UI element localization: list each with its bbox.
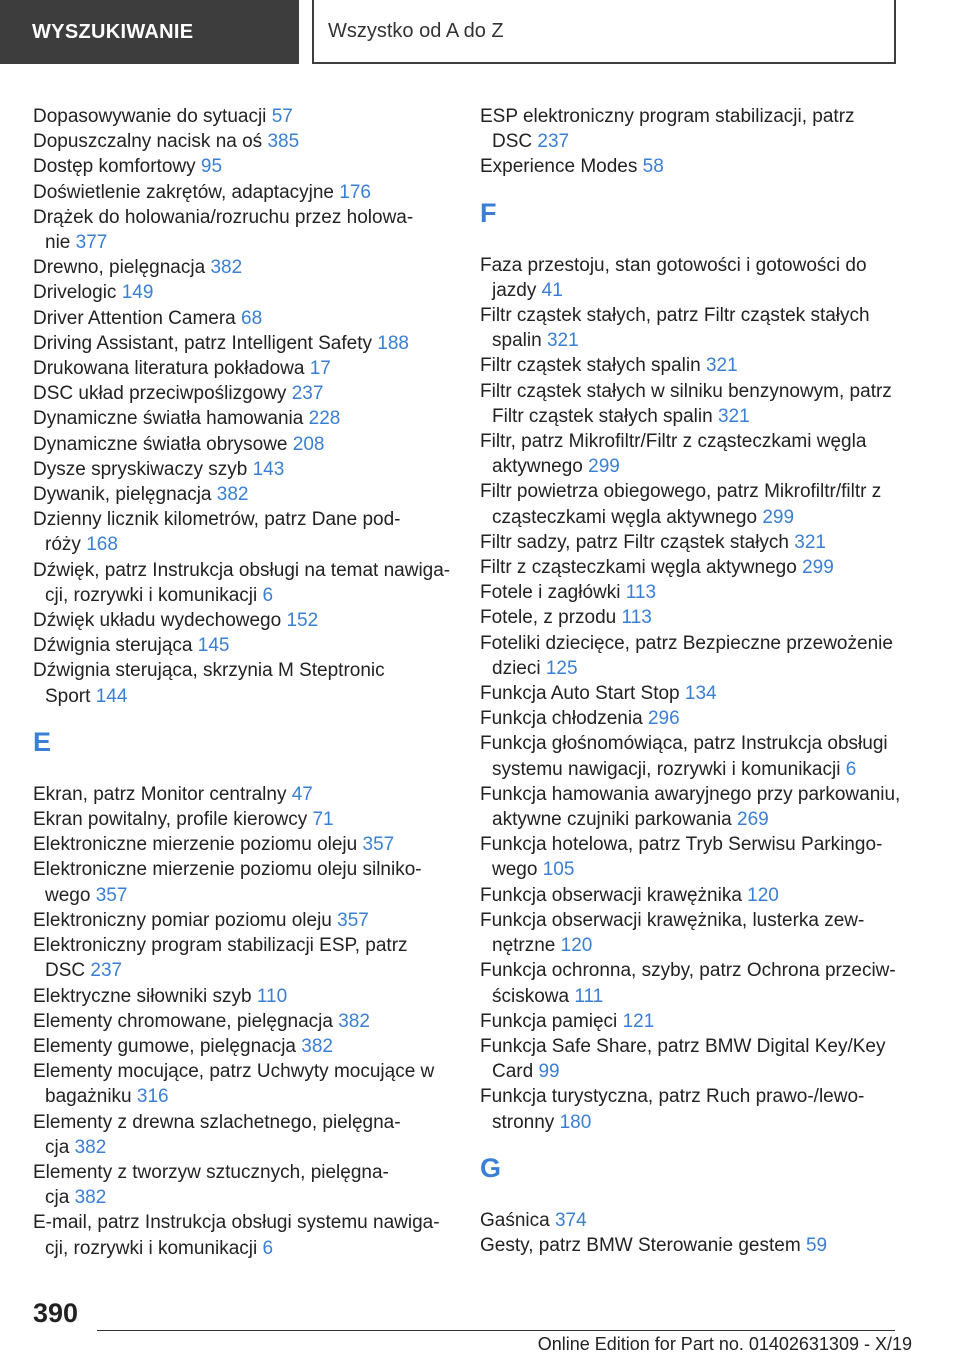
index-page-link[interactable]: 17: [309, 358, 331, 380]
index-entry: [480, 1009, 920, 1034]
index-entry: [33, 205, 453, 255]
index-column-left: [33, 104, 453, 1261]
index-entry: [33, 782, 453, 807]
index-entry-text: Faza przestoju, stan gotowości i gotowości do jazdy: [480, 254, 867, 301]
index-page-link[interactable]: 357: [337, 909, 369, 931]
index-entry-text: Funkcja hotelowa, patrz Tryb Serwisu Parkingo- wego: [480, 834, 883, 881]
index-entry: [480, 353, 920, 378]
index-entry-text: Elementy z drewna szlachetnego, pielęgna- cja: [33, 1111, 401, 1158]
index-entry-text: Funkcja Auto Start Stop: [480, 683, 680, 705]
index-entry-text: Funkcja chłodzenia: [480, 708, 643, 730]
index-page-link[interactable]: 321: [794, 531, 826, 553]
index-page-link[interactable]: 111: [574, 985, 604, 1007]
index-entry-text: Drukowana literatura pokładowa: [33, 358, 305, 380]
index-entry: [480, 958, 920, 1008]
index-entry-text: Filtr sadzy, patrz Filtr cząstek stałych: [480, 531, 789, 553]
index-entry-text: Dywanik, pielęgnacja: [33, 484, 212, 506]
index-entry: [33, 381, 453, 406]
index-page-link[interactable]: 121: [622, 1010, 655, 1032]
index-entry-text: Elektroniczny program stabilizacji ESP, patrz DSC: [33, 935, 408, 982]
index-page-link[interactable]: 382: [216, 484, 249, 506]
index-entry: [33, 104, 453, 129]
index-entry: [33, 331, 453, 356]
index-entry-text: E-mail, patrz Instrukcja obsługi systemu nawiga- cji, rozrywki i komunikacji: [33, 1212, 440, 1259]
index-page-link[interactable]: 237: [291, 383, 324, 405]
page-number: 390: [33, 1298, 79, 1328]
index-entry-text: Elementy z tworzyw sztucznych, pielęgna- cja: [33, 1161, 389, 1209]
index-entry: [33, 406, 453, 431]
index-entry: [480, 832, 920, 882]
index-page-link[interactable]: 71: [312, 809, 334, 831]
index-entry-text: Dzienny licznik kilometrów, patrz Dane pod- róży: [33, 509, 401, 556]
index-entry: [480, 580, 920, 605]
index-entry-text: Filtr powietrza obiegowego, patrz Mikrofiltr/filtr z cząsteczkami węgla aktywnego: [480, 481, 882, 528]
index-entry-text: Fotele i zagłówki: [480, 582, 621, 604]
index-page-link[interactable]: 316: [136, 1086, 169, 1108]
index-page-link[interactable]: 47: [291, 783, 313, 805]
index-page-link[interactable]: 41: [541, 279, 563, 301]
index-entry: [480, 379, 920, 429]
index-entry-text: Doświetlenie zakrętów, adaptacyjne: [33, 181, 335, 203]
index-entry: [480, 631, 920, 681]
index-entry-text: Dynamiczne światła hamowania: [33, 408, 304, 430]
index-entry-text: Drivelogic: [33, 282, 117, 304]
header-section-label: WYSZUKIWANIE: [32, 20, 194, 43]
index-page-link[interactable]: 180: [559, 1111, 592, 1133]
index-entry: [33, 658, 453, 708]
index-entry-text: Dysze spryskiwaczy szyb: [33, 458, 248, 480]
index-entry: [33, 280, 453, 305]
index-entry: [33, 1059, 453, 1109]
index-page-link[interactable]: 143: [252, 458, 285, 480]
index-page-link[interactable]: 228: [308, 408, 341, 430]
footer-edition: Online Edition for Part no. 01402631309 - X/19: [537, 1334, 912, 1354]
index-page-link[interactable]: 95: [200, 156, 223, 178]
index-letter-heading: F: [480, 197, 497, 228]
index-entry: [480, 303, 920, 353]
index-entry-text: Experience Modes: [480, 156, 638, 178]
index-entry-text: Elementy chromowane, pielęgnacja: [33, 1010, 333, 1032]
index-entry: [33, 908, 453, 933]
index-entry-text: Dźwignia sterująca: [33, 635, 193, 657]
index-page-link[interactable]: 188: [377, 332, 409, 354]
index-entry: [480, 908, 920, 958]
index-letter-heading: G: [480, 1152, 502, 1183]
index-entry: [480, 1208, 920, 1233]
footer-divider: [97, 1330, 895, 1331]
index-entry: [480, 253, 920, 303]
index-entry: [480, 1233, 920, 1258]
index-entry: [480, 555, 920, 580]
index-entry-text: Filtr, patrz Mikrofiltr/Filtr z cząsteczkami węgla aktywnego: [480, 431, 867, 478]
index-entry-text: Filtr z cząsteczkami węgla aktywnego: [480, 557, 797, 579]
index-page-link[interactable]: 6: [262, 1237, 274, 1259]
index-entry: [480, 104, 920, 154]
index-entry-text: DSC układ przeciwpoślizgowy: [33, 383, 287, 405]
index-entry: [33, 432, 453, 457]
index-page-link[interactable]: 382: [74, 1136, 107, 1158]
index-page-link[interactable]: 374: [554, 1209, 587, 1231]
index-entry-text: Dźwięk układu wydechowego: [33, 610, 282, 632]
index-page-link[interactable]: 208: [292, 433, 325, 455]
index-entry-text: Funkcja pamięci: [480, 1010, 618, 1032]
index-page-link[interactable]: 357: [362, 834, 395, 856]
index-page-link[interactable]: 321: [717, 405, 750, 427]
index-entry: [33, 633, 453, 658]
index-entry: [33, 154, 453, 179]
index-entry-text: Drążek do holowania/rozruchu przez holowa- nie: [33, 206, 414, 254]
index-page-link[interactable]: 385: [267, 131, 300, 153]
index-entry: [33, 832, 453, 857]
index-entry-text: Funkcja obserwacji krawężnika, lusterka zew- nętrzne: [480, 909, 865, 957]
index-page-link[interactable]: 58: [642, 156, 664, 178]
index-entry-text: Elektroniczny pomiar poziomu oleju: [33, 909, 332, 931]
index-entry-text: Funkcja turystyczna, patrz Ruch prawo-/lewo- stronny: [480, 1086, 865, 1133]
index-entry-text: Filtr cząstek stałych spalin: [480, 355, 701, 377]
index-page-link[interactable]: 269: [737, 809, 769, 831]
index-entry-text: Elementy mocujące, patrz Uchwyty mocujące w bagażniku: [33, 1061, 435, 1108]
index-entry-text: Elektroniczne mierzenie poziomu oleju: [33, 834, 358, 856]
index-entry-text: ESP elektroniczny program stabilizacji, patrz DSC: [480, 106, 855, 153]
index-page-link[interactable]: 176: [339, 181, 371, 203]
index-page-link[interactable]: 299: [802, 557, 834, 579]
index-entry-text: Foteliki dziecięce, patrz Bezpieczne przewożenie dzieci: [480, 632, 893, 679]
index-page-link[interactable]: 57: [271, 106, 293, 127]
index-entry-text: Drewno, pielęgnacja: [33, 257, 206, 279]
index-page-link[interactable]: 382: [301, 1035, 333, 1057]
index-entry: [33, 1110, 453, 1160]
index-entry: [480, 883, 920, 908]
index-page-link[interactable]: 357: [95, 884, 128, 906]
index-entry: [33, 608, 453, 633]
index-entry: [33, 984, 453, 1009]
index-entry: [33, 558, 453, 608]
index-entry-text: Filtr cząstek stałych, patrz Filtr cząstek stałych spalin: [480, 305, 870, 352]
index-column-right: [480, 104, 920, 1258]
index-page-link[interactable]: 382: [74, 1187, 107, 1209]
index-entry-text: Ekran, patrz Monitor centralny: [33, 783, 287, 805]
index-page-link[interactable]: 382: [210, 257, 243, 279]
index-entry-text: Filtr cząstek stałych w silniku benzynowym, patrz Filtr cząstek stałych spalin: [480, 380, 892, 427]
index-entry-text: Ekran powitalny, profile kierowcy: [33, 809, 308, 831]
index-page-link[interactable]: 149: [121, 282, 154, 304]
index-entry: [480, 154, 920, 179]
index-entry: [480, 731, 920, 781]
index-entry-text: Dopasowywanie do sytuacji: [33, 106, 267, 127]
index-entry-text: Driving Assistant, patrz Intelligent Safety: [33, 332, 372, 354]
index-page-link[interactable]: 68: [241, 307, 263, 329]
index-page-link[interactable]: 237: [90, 960, 123, 982]
index-page-link[interactable]: 113: [621, 607, 652, 629]
index-entry: [480, 605, 920, 630]
index-entry: [33, 807, 453, 832]
index-page-link[interactable]: 321: [705, 355, 738, 377]
index-page-link[interactable]: 237: [537, 131, 570, 153]
index-page-link[interactable]: 296: [647, 708, 680, 730]
index-entry-text: Dopuszczalny nacisk na oś: [33, 131, 263, 153]
index-entry: [480, 1084, 920, 1134]
index-entry: [33, 255, 453, 280]
index-page-link[interactable]: 105: [542, 859, 575, 881]
index-entry-text: Funkcja obserwacji krawężnika: [480, 884, 742, 906]
index-entry-text: Elektryczne siłowniki szyb: [33, 985, 252, 1007]
index-entry: [33, 306, 453, 331]
index-page-link[interactable]: 134: [684, 683, 717, 705]
header-chapter-title: [312, 0, 896, 64]
index-page-link[interactable]: 113: [625, 582, 657, 604]
index-page-link[interactable]: 110: [256, 985, 288, 1007]
index-entry: [33, 482, 453, 507]
index-page-link[interactable]: 99: [538, 1061, 560, 1083]
index-page-link[interactable]: 59: [805, 1234, 828, 1256]
index-entry: [480, 479, 920, 529]
index-entry: [33, 933, 453, 983]
index-entry-text: Dźwięk, patrz Instrukcja obsługi na temat nawiga- cji, rozrywki i komunikacji: [33, 559, 451, 606]
index-page-link[interactable]: 321: [546, 330, 579, 352]
index-page-link[interactable]: 120: [560, 935, 593, 957]
index-page-link[interactable]: 144: [95, 685, 128, 707]
index-page-link[interactable]: 382: [338, 1010, 370, 1032]
index-page-link[interactable]: 299: [588, 456, 620, 478]
index-entry-text: Funkcja hamowania awaryjnego przy parkowaniu, aktywne czujniki parkowania: [480, 783, 901, 831]
index-entry: [33, 857, 453, 907]
index-entry: [33, 1009, 453, 1034]
index-entry: [33, 507, 453, 557]
index-entry: [33, 129, 453, 154]
index-page-link[interactable]: 120: [747, 884, 779, 906]
index-page-link[interactable]: 6: [262, 584, 274, 606]
index-entry-text: Driver Attention Camera: [33, 307, 236, 329]
index-entry: [480, 782, 920, 832]
index-entry: [33, 180, 453, 205]
index-entry: [33, 457, 453, 482]
index-entry: [480, 530, 920, 555]
index-entry-text: Dynamiczne światła obrysowe: [33, 433, 288, 455]
index-entry-text: Dźwignia sterująca, skrzynia M Steptronic Sport: [33, 660, 385, 707]
index-entry: [33, 356, 453, 381]
index-entry-text: Gaśnica: [480, 1209, 550, 1231]
index-entry-text: Fotele, z przodu: [480, 607, 617, 629]
index-page-link[interactable]: 6: [845, 758, 857, 780]
index-entry-text: Elektroniczne mierzenie poziomu oleju silniko- wego: [33, 859, 422, 906]
index-entry: [480, 681, 920, 706]
index-entry-text: Gesty, patrz BMW Sterowanie gestem: [480, 1234, 801, 1256]
index-entry: [33, 1034, 453, 1059]
index-page-link[interactable]: 299: [762, 506, 795, 528]
index-entry-text: Dostęp komfortowy: [33, 156, 196, 178]
index-entry-text: Funkcja głośnomówiąca, patrz Instrukcja obsługi systemu nawigacji, rozrywki i komunikacji: [480, 733, 888, 780]
index-page-link[interactable]: 152: [286, 610, 319, 632]
header-section-tab: [0, 0, 299, 64]
index-letter-heading: E: [33, 726, 52, 757]
index-page-link[interactable]: 377: [75, 232, 108, 254]
index-entry: [480, 429, 920, 479]
index-page-link[interactable]: 125: [545, 657, 578, 679]
index-entry: [33, 1160, 453, 1210]
index-entry: [480, 706, 920, 731]
index-entry: [480, 1034, 920, 1084]
index-entry-text: Funkcja Safe Share, patrz BMW Digital Key/Key Card: [480, 1035, 886, 1083]
index-entry-text: Elementy gumowe, pielęgnacja: [33, 1035, 296, 1057]
index-entry: [33, 1210, 453, 1260]
index-page-link[interactable]: 168: [86, 534, 118, 556]
index-page-link[interactable]: 145: [197, 635, 230, 657]
index-entry-text: Funkcja ochronna, szyby, patrz Ochrona przeciw- ściskowa: [480, 960, 896, 1007]
header-chapter-label: Wszystko od A do Z: [328, 19, 504, 42]
